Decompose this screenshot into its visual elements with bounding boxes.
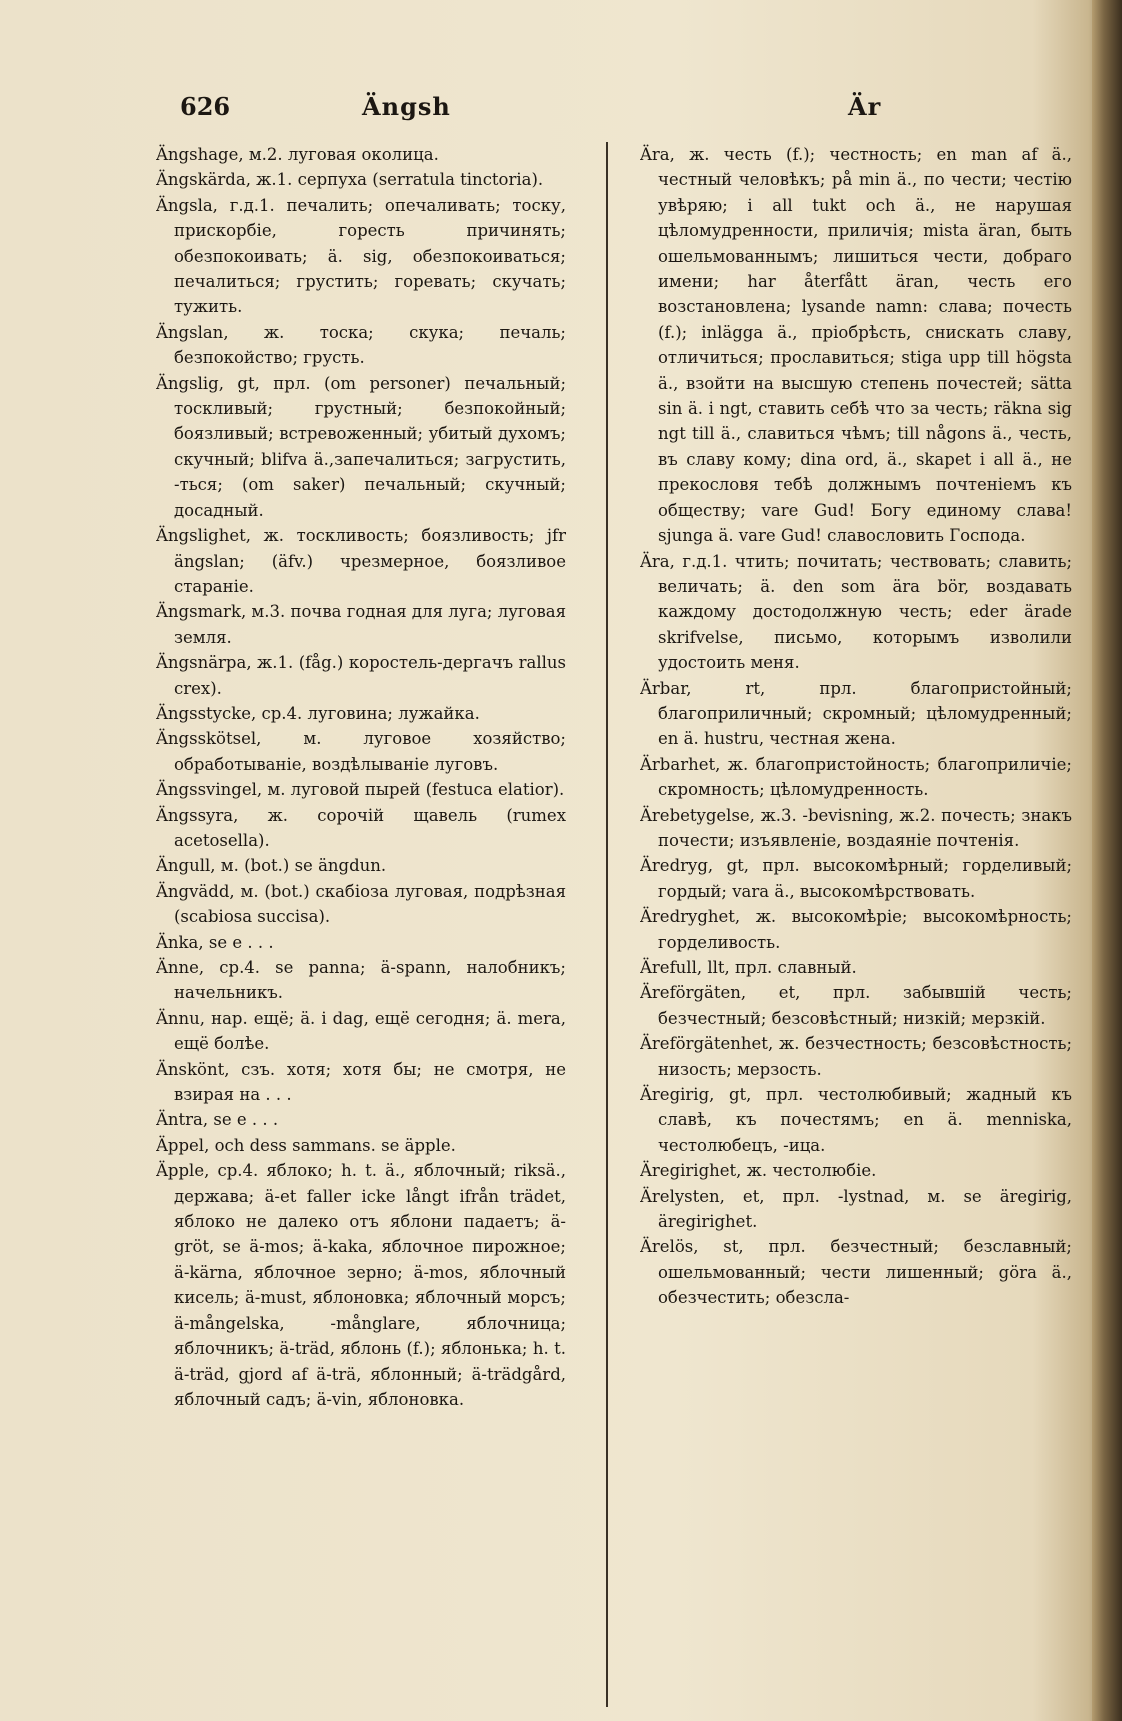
- dictionary-entry: Äreförgätenhet, ж. безчестность; безсовѣстность; низость; мерзость.: [640, 1034, 1072, 1079]
- column-divider: [606, 142, 608, 1707]
- dictionary-entry: Änne, ср.4. se panna; ä-spann, налобникъ; начельникъ.: [156, 958, 566, 1003]
- dictionary-entry: Ängsmark, м.3. почва годная для луга; луговая земля.: [156, 602, 566, 647]
- dictionary-entry: Ängslan, ж. тоска; скука; печаль; безпокойство; грусть.: [156, 322, 566, 368]
- dictionary-entry: Ängssyra, ж. сорочій щавель (rumex acetosella).: [156, 805, 566, 850]
- dictionary-entry: Ärbar, rt, прл. благопристойный; благоприличный; скромный; цѣломудренный; en ä. hustru, честная жена.: [640, 678, 1072, 749]
- right-guide-word: Är: [848, 92, 882, 121]
- dictionary-entry: Ängshage, м.2. луговая околица.: [156, 145, 439, 164]
- dictionary-entry: Äpple, ср.4. яблоко; h. t. ä., яблочный; riksä., держава; ä-et faller icke långt ifrån trädet, яблоко не далеко отъ яблони падаетъ; ä-gröt, se ä-mos; ä-kaka, яблочное пирожное; ä-kärna, яблочное зерно; ä-mos, яблочный кисель; ä-must, яблоновка; яблочный морсъ; ä-mångelska, -månglare, яблочница; яблочникъ; ä-träd, яблонь (f.); яблонька; h. t. ä-träd, gjord af ä-trä, яблонный; ä-trädgård, яблочный садъ; ä-vin, яблоновка.: [156, 1161, 566, 1409]
- dictionary-entry: Ängsstycke, ср.4. луговина; лужайка.: [156, 703, 480, 723]
- dictionary-entry: Äregirig, gt, прл. честолюбивый; жадный къ славѣ, къ почестямъ; en ä. menniska, честолюбецъ, -ица.: [640, 1085, 1072, 1155]
- dictionary-entry: Äredryghet, ж. высокомѣріе; высокомѣрность; горделивость.: [640, 907, 1072, 952]
- dictionary-entry: Ängsla, г.д.1. печалить; опечаливать; тоску, прискорбіе, горесть причинять; обезпокоивать; ä. sig, обезпокоиваться; печалиться; грустить; горевать; скучать; тужить.: [156, 195, 566, 317]
- dictionary-entry: Änka, se e . . .: [156, 932, 274, 952]
- dictionary-entry: Ärebetygelse, ж.3. -bevisning, ж.2. почесть; знакъ почести; изъявленіе, воздаяніе почтенія.: [640, 805, 1072, 850]
- dictionary-entry: Ängvädd, м. (bot.) скабіоза луговая, подрѣзная (scabiosa succisa).: [156, 881, 566, 927]
- dictionary-entry: Ärbarhet, ж. благопристойность; благоприличіе; скромность; цѣломудренность.: [640, 754, 1072, 800]
- dictionary-entry: Äntra, se e . . .: [156, 1110, 279, 1130]
- dictionary-entry: Äredryg, gt, прл. высокомѣрный; горделивый; гордый; vara ä., высокомѣрствовать.: [640, 856, 1072, 901]
- dictionary-entry: Ängull, м. (bot.) se ängdun.: [156, 856, 387, 876]
- dictionary-entry: Ängskärda, ж.1. серпуха (serratula tinctoria).: [156, 170, 544, 190]
- page-number: 626: [180, 92, 231, 121]
- dictionary-entry: Ära, г.д.1. чтить; почитать; чествовать; славить; величать; ä. den som ära bör, воздавать каждому достодолжную честь; eder ärade skrifvelse, письмо, которымъ изволили удостоить меня.: [640, 551, 1072, 673]
- dictionary-entry: Äregirighet, ж. честолюбіе.: [640, 1161, 877, 1181]
- dictionary-entry: Äppel, och dess sammans. se äpple.: [156, 1135, 456, 1155]
- dictionary-entry: Änskönt, сзъ. хотя; хотя бы; не смотря, не взирая на . . .: [156, 1059, 566, 1105]
- dictionary-entry: Ärefull, llt, прл. славный.: [640, 958, 857, 977]
- dictionary-entry: Ärelysten, et, прл. -lystnad, м. se äregirig, äregirighet.: [640, 1186, 1072, 1232]
- dictionary-entry: Ängsskötsel, м. луговое хозяйство; обработываніе, воздѣлываніе луговъ.: [156, 729, 566, 774]
- dictionary-entry: Ännu, нар. ещё; ä. i dag, ещё сегодня; ä. mera, ещё болѣе.: [156, 1008, 566, 1054]
- dictionary-entry: Ängsnärpa, ж.1. (fåg.) коростель-дергачъ rallus crex).: [156, 653, 566, 698]
- page-header: [180, 92, 880, 132]
- dictionary-entry: Ängssvingel, м. луговой пырей (festuca elatior).: [156, 780, 565, 800]
- right-column: [640, 142, 1072, 1712]
- dictionary-entry: Ängslig, gt, прл. (om personer) печальный; тоскливый; грустный; безпокойный; боязливый; встревоженный; убитый духомъ; скучный; blifva ä.,запечалиться; загрустить, -ться; (om saker) печальный; скучный; досадный.: [156, 373, 566, 520]
- dictionary-entry: Äreförgäten, et, прл. забывшій честь; безчестный; безсовѣстный; низкій; мерзкій.: [640, 983, 1072, 1028]
- dictionary-entry: Ängslighet, ж. тоскливость; боязливость; jfr ängslan; (äfv.) чрезмерное, боязливое стараніе.: [156, 526, 566, 596]
- dictionary-entry: Ärelös, st, прл. безчестный; безславный; ошельмованный; чести лишенный; göra ä., обезчестить; обезсла-: [640, 1237, 1072, 1308]
- left-guide-word: Ängsh: [362, 92, 451, 121]
- dictionary-entry: Ära, ж. честь (f.); честность; en man af ä., честный человѣкъ; på min ä., по чести; честію увѣряю; i all tukt och ä., не нарушая цѣломудренности, приличія; mista äran, быть ошельмованнымъ; лишиться чести, добраго имени; har återfått äran, честь его возстановлена; lysande namn: слава; почесть (f.); inlägga ä., пріобрѣсть, снискать славу, отличиться; прославиться; stiga upp till högsta ä., взойти на высшую степень почестей; sätta sin ä. i ngt, ставить себѣ что за честь; räkna sig ngt till ä., славиться чѣмъ; till någons ä., честь, въ славу кому; dina ord, ä., skapet i all ä., не прекословя тебѣ должнымъ почтеніемъ къ обществу; vare Gud! Богу единому слава! sjunga ä. vare Gud! славословить Господа.: [640, 145, 1072, 546]
- left-column: [156, 142, 566, 1712]
- book-binding-edge: [1092, 0, 1122, 1721]
